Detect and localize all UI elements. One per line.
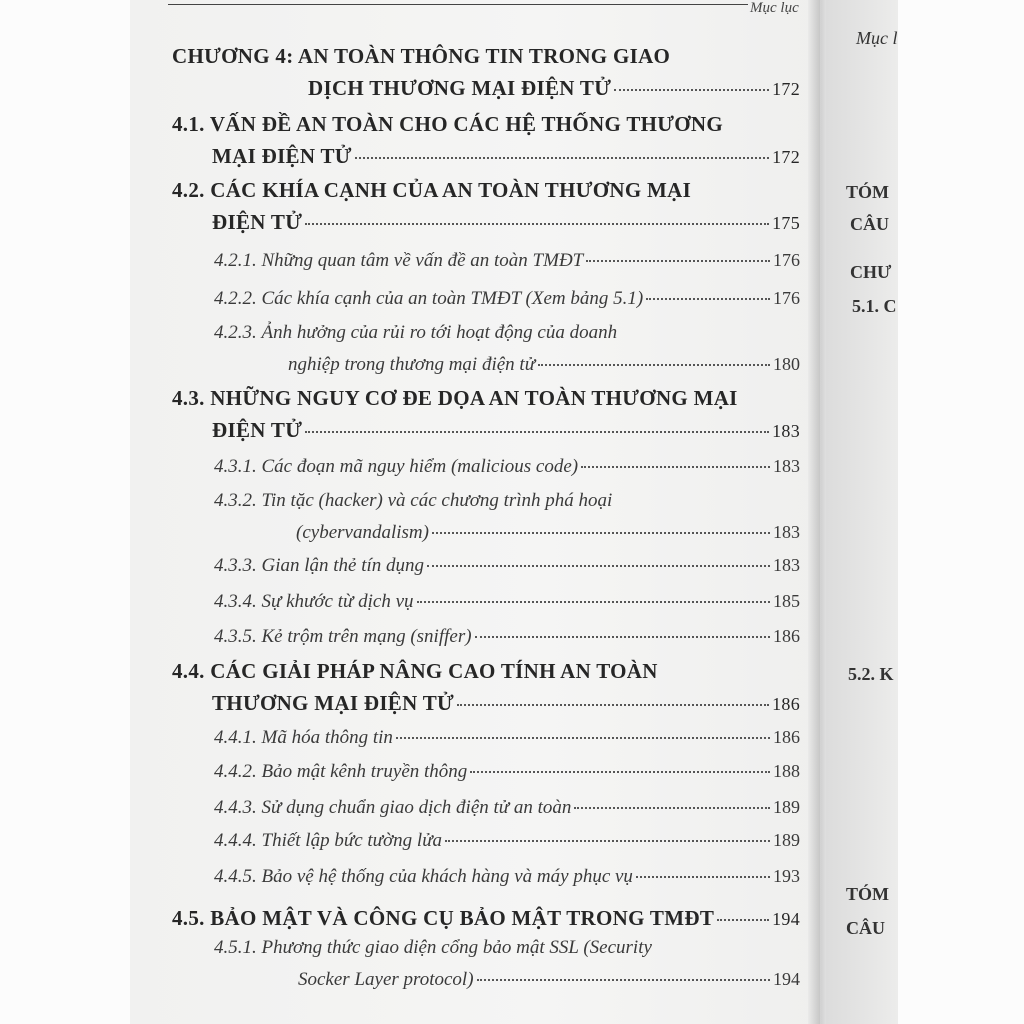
toc-entry-text: 4.3. NHỮNG NGUY CƠ ĐE DỌA AN TOÀN THƯƠNG MẠI [172, 386, 738, 410]
toc-entry-line [214, 797, 800, 819]
page-number: 183 [773, 555, 800, 575]
page-number: 172 [772, 147, 800, 167]
toc-entry-text: ĐIỆN TỬ [212, 210, 303, 234]
dot-leader [475, 636, 770, 638]
page-number: 176 [773, 250, 800, 270]
page-number: 189 [773, 830, 800, 850]
toc-entry-text: ĐIỆN TỬ [212, 418, 303, 442]
toc-entry-line [172, 906, 800, 931]
dot-leader [574, 807, 770, 809]
toc-entry-text: 4.5. BẢO MẬT VÀ CÔNG CỤ BẢO MẬT TRONG TMĐT [172, 906, 715, 930]
next-page-running-head: Mục l [856, 28, 898, 48]
toc-entry-text: 4.4.1. Mã hóa thông tin [214, 727, 393, 748]
next-page-fragment: TÓM [846, 884, 889, 904]
background-left [0, 0, 130, 1024]
page-number: 186 [773, 626, 800, 646]
toc-entry-text: nghiệp trong thương mại điện tử [288, 354, 536, 375]
toc-entry-text: 4.2.1. Những quan tâm về vấn đề an toàn TMĐT [214, 250, 584, 271]
toc-entry-line [214, 937, 652, 959]
page-number: 183 [773, 456, 800, 476]
toc-entry-text: 4.3.3. Gian lận thẻ tín dụng [214, 555, 425, 576]
next-page-fragment: 5.2. K [848, 664, 894, 684]
toc-entry-text: Socker Layer protocol) [298, 969, 474, 990]
toc-entry-text: 4.4.2. Bảo mật kênh truyền thông [214, 761, 468, 782]
toc-entry-line [214, 727, 800, 749]
toc-entry-text: 4.4.5. Bảo vệ hệ thống của khách hàng và máy phục vụ [214, 866, 633, 887]
dot-leader [305, 431, 769, 433]
toc-entry-text: (cybervandalism) [296, 522, 429, 543]
dot-leader [470, 771, 770, 773]
toc-entry-text: 4.3.1. Các đoạn mã nguy hiểm (malicious code) [214, 456, 579, 477]
dot-leader [445, 840, 770, 842]
toc-entry-text: CHƯƠNG 4: AN TOÀN THÔNG TIN TRONG GIAO [172, 44, 671, 68]
toc-entry-line [214, 288, 800, 310]
dot-leader [646, 298, 770, 300]
toc-entry-line [172, 112, 723, 137]
dot-leader [432, 532, 770, 534]
toc-entry-line [298, 969, 800, 991]
toc-entry-line [172, 178, 691, 203]
toc-entry-line [296, 522, 800, 544]
next-page-fragment: 5.1. C [852, 296, 897, 316]
running-head: Mục lục [750, 0, 799, 16]
dot-leader [396, 737, 770, 739]
toc-entry-text: DỊCH THƯƠNG MẠI ĐIỆN TỬ [308, 76, 612, 100]
toc-entry-text: 4.1. VẤN ĐỀ AN TOÀN CHO CÁC HỆ THỐNG THƯƠNG [172, 112, 724, 136]
next-page-fragment: CÂU [846, 918, 885, 938]
toc-entry-line [172, 44, 670, 69]
header-rule [168, 4, 748, 5]
toc-entry-line [212, 691, 800, 716]
next-page-fragment: CÂU [850, 214, 889, 234]
next-page-fragment: TÓM [846, 182, 889, 202]
toc-entry-line [214, 322, 617, 344]
toc-entry-text: 4.3.2. Tin tặc (hacker) và các chương trình phá hoại [214, 490, 613, 511]
toc-entry-text: 4.3.4. Sự khước từ dịch vụ [214, 591, 414, 612]
page-number: 194 [772, 909, 800, 929]
toc-entry-line [212, 210, 800, 235]
dot-leader [305, 223, 769, 225]
page-number: 185 [773, 591, 800, 611]
toc-entry-text: 4.3.5. Kẻ trộm trên mạng (sniffer) [214, 626, 472, 647]
page-number: 188 [773, 761, 800, 781]
toc-entry-text: 4.2.2. Các khía cạnh của an toàn TMĐT (Xem bảng 5.1) [214, 288, 644, 309]
toc-entry-line [214, 250, 800, 272]
toc-entry-line [214, 866, 800, 888]
dot-leader [717, 919, 769, 921]
next-page-fragment: CHƯ [850, 262, 892, 282]
toc-entry-text: 4.4.3. Sử dụng chuẩn giao dịch điện tử an toàn [214, 797, 572, 818]
page-number: 176 [773, 288, 800, 308]
toc-entry-line [214, 456, 800, 478]
dot-leader [457, 704, 769, 706]
dot-leader [477, 979, 770, 981]
page-number: 172 [772, 79, 800, 99]
toc-entry-text: 4.4. CÁC GIẢI PHÁP NÂNG CAO TÍNH AN TOÀN [172, 659, 658, 683]
toc-entry-text: 4.5.1. Phương thức giao diện cổng bảo mật SSL (Security [214, 937, 652, 958]
page-number: 180 [773, 354, 800, 374]
page-number: 186 [773, 727, 800, 747]
dot-leader [427, 565, 770, 567]
toc-entry-line [172, 386, 738, 411]
background-right [898, 0, 1024, 1024]
page-number: 186 [772, 694, 800, 714]
toc-entry-line [214, 626, 800, 648]
dot-leader [355, 157, 769, 159]
page-number: 175 [772, 213, 800, 233]
page-number: 193 [773, 866, 800, 886]
page-number: 189 [773, 797, 800, 817]
toc-entry-line [212, 144, 800, 169]
dot-leader [586, 260, 770, 262]
dot-leader [636, 876, 770, 878]
toc-entry-line [214, 490, 612, 512]
toc-entry-line [172, 659, 658, 684]
toc-entry-line [308, 76, 800, 101]
dot-leader [614, 89, 769, 91]
toc-entry-line [214, 830, 800, 852]
toc-entry-text: 4.2. CÁC KHÍA CẠNH CỦA AN TOÀN THƯƠNG MẠI [172, 178, 692, 202]
toc-entry-text: THƯƠNG MẠI ĐIỆN TỬ [212, 691, 455, 715]
dot-leader [417, 601, 770, 603]
dot-leader [581, 466, 770, 468]
next-page-edge [826, 0, 898, 1024]
page-number: 183 [772, 421, 800, 441]
toc-entry-text: 4.2.3. Ảnh hưởng của rủi ro tới hoạt động của doanh [214, 322, 618, 343]
page-number: 183 [773, 522, 800, 542]
toc-entry-line [288, 354, 800, 376]
toc-entry-text: MẠI ĐIỆN TỬ [212, 144, 352, 168]
dot-leader [538, 364, 770, 366]
page-number: 194 [773, 969, 800, 989]
toc-entry-line [214, 591, 800, 613]
toc-entry-line [214, 555, 800, 577]
toc-entry-line [214, 761, 800, 783]
toc-entry-line [212, 418, 800, 443]
toc-entry-text: 4.4.4. Thiết lập bức tường lửa [214, 830, 443, 851]
